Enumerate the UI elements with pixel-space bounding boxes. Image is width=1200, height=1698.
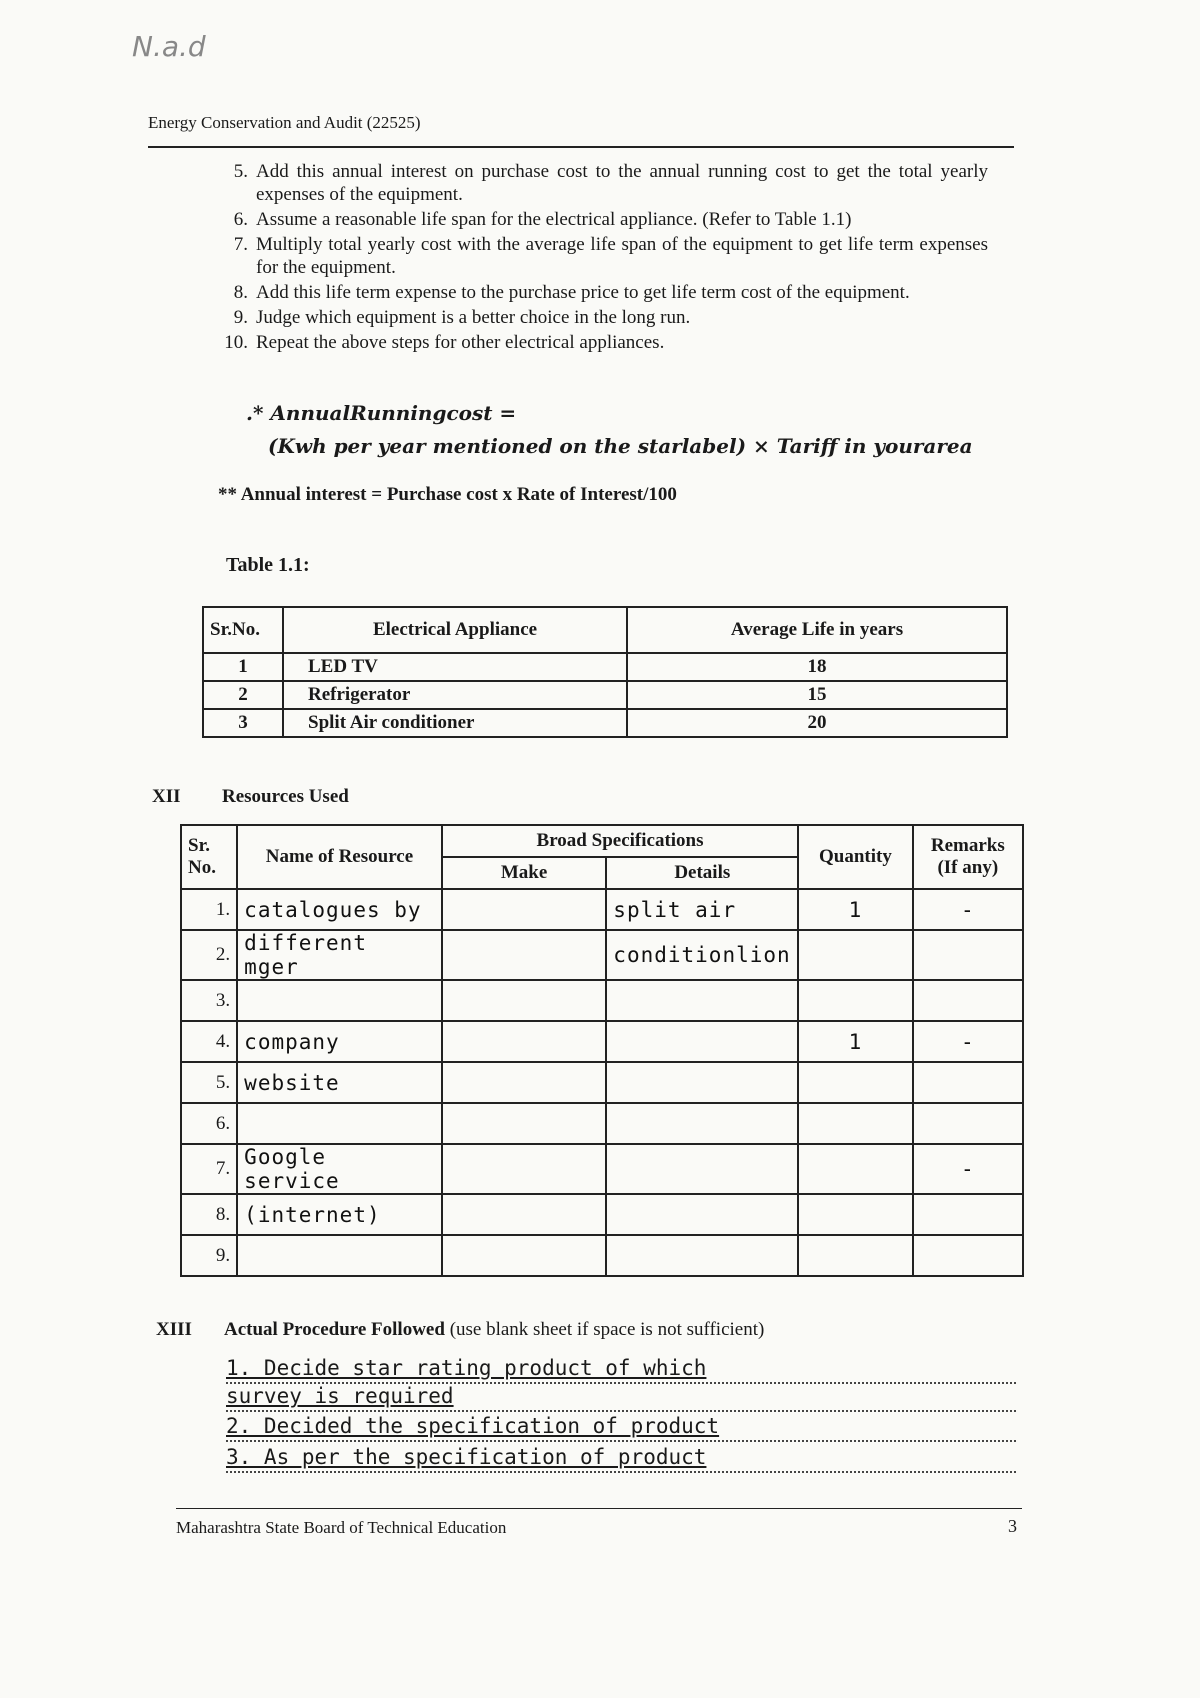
table-cell: 6. <box>181 1103 237 1144</box>
handwritten-cell: 1 <box>798 1021 912 1062</box>
handwritten-cell <box>606 1062 798 1103</box>
table-row <box>181 889 1023 930</box>
interest-note: ** Annual interest = Purchase cost x Rate of Interest/100 <box>218 484 677 505</box>
table-cell: 7. <box>181 1144 237 1194</box>
section-number: XIII <box>156 1319 192 1340</box>
table-row <box>181 1062 1023 1103</box>
table-cell: 5. <box>181 1062 237 1103</box>
formula-line-1: .* AnnualRunningcost = <box>246 401 517 425</box>
table-row <box>181 1021 1023 1062</box>
handwritten-cell: Google service <box>237 1144 442 1194</box>
table-header: Electrical Appliance <box>283 607 627 653</box>
step-number: 5. <box>233 161 248 182</box>
handwritten-cell: - <box>913 1021 1023 1062</box>
handwritten-cell <box>442 1062 607 1103</box>
handwritten-cell <box>237 980 442 1021</box>
table-cell: 2. <box>181 930 237 980</box>
header-rule <box>148 146 1014 148</box>
document-header: Energy Conservation and Audit (22525) <box>148 113 421 132</box>
handwritten-cell <box>606 1144 798 1194</box>
handwritten-cell <box>442 930 607 980</box>
table-caption: Table 1.1: <box>226 554 310 576</box>
handwritten-cell <box>913 980 1023 1021</box>
handwritten-cell <box>442 1103 607 1144</box>
table-row <box>181 1235 1023 1276</box>
formula-line-2: (Kwh per year mentioned on the starlabel) × Tariff in yourarea <box>268 434 973 458</box>
procedure-step <box>208 306 988 329</box>
handwritten-cell <box>442 980 607 1021</box>
table-header: Remarks (If any) <box>913 825 1023 889</box>
table-header: Make <box>442 857 607 889</box>
handwritten-cell: conditionlion <box>606 930 798 980</box>
handwritten-cell <box>442 1021 607 1062</box>
table-row <box>181 1194 1023 1235</box>
procedure-step <box>208 233 988 279</box>
table-cell: 8. <box>181 1194 237 1235</box>
table-cell: 18 <box>627 653 1007 681</box>
handwritten-cell <box>237 1103 442 1144</box>
step-text: Multiply total yearly cost with the average life span of the equipment to get life term expenses for the equipment. <box>256 234 988 278</box>
table-row <box>203 709 1007 737</box>
handwritten-cell: catalogues by <box>237 889 442 930</box>
table-header: Broad Specifications <box>442 825 798 857</box>
procedure-line: 3. As per the specification of product <box>226 1443 1016 1473</box>
table-cell: Split Air conditioner <box>283 709 627 737</box>
section-heading <box>224 1319 764 1341</box>
procedure-line: 1. Decide star rating product of which <box>226 1354 1016 1384</box>
page-number: 3 <box>1008 1516 1017 1536</box>
handwritten-cell <box>237 1235 442 1276</box>
step-text: Add this life term expense to the purchase price to get life term cost of the equipment. <box>256 282 910 303</box>
handwritten-cell <box>798 1062 912 1103</box>
table-cell: 4. <box>181 1021 237 1062</box>
footer-rule <box>176 1508 1022 1509</box>
handwritten-cell <box>913 1062 1023 1103</box>
step-number: 9. <box>233 307 248 328</box>
handwritten-cell <box>442 1194 607 1235</box>
step-number: 8. <box>233 282 248 303</box>
procedure-step <box>208 331 988 354</box>
table-cell: 15 <box>627 681 1007 709</box>
table-cell: 1 <box>203 653 283 681</box>
procedure-step <box>208 281 988 304</box>
step-number: 7. <box>233 234 248 255</box>
handwritten-cell: - <box>913 889 1023 930</box>
handwritten-cell <box>913 1235 1023 1276</box>
step-number: 10. <box>224 332 248 353</box>
table-cell: 1. <box>181 889 237 930</box>
table-row <box>203 653 1007 681</box>
table-header: Details <box>606 857 798 889</box>
handwritten-cell <box>913 1103 1023 1144</box>
section-title: Actual Procedure Followed <box>224 1319 445 1340</box>
procedure-step <box>208 160 988 206</box>
table-row <box>181 930 1023 980</box>
step-text: Repeat the above steps for other electrical appliances. <box>256 332 665 353</box>
table-header: Name of Resource <box>237 825 442 889</box>
handwritten-cell <box>913 1194 1023 1235</box>
handwritten-cell: (internet) <box>237 1194 442 1235</box>
appliance-life-table <box>202 606 1008 738</box>
handwritten-cell <box>798 1144 912 1194</box>
table-cell: 20 <box>627 709 1007 737</box>
table-cell: 3 <box>203 709 283 737</box>
handwritten-cell <box>606 1021 798 1062</box>
table-cell: Refrigerator <box>283 681 627 709</box>
handwritten-cell <box>442 889 607 930</box>
table-header: Sr. No. <box>181 825 237 889</box>
footer-text: Maharashtra State Board of Technical Education <box>176 1518 507 1537</box>
table-header: Quantity <box>798 825 912 889</box>
section-number: XII <box>152 786 181 807</box>
table-cell: 2 <box>203 681 283 709</box>
handwritten-cell <box>798 1194 912 1235</box>
handwritten-cell: website <box>237 1062 442 1103</box>
table-cell: LED TV <box>283 653 627 681</box>
handwritten-cell: different mger <box>237 930 442 980</box>
handwritten-cell: 1 <box>798 889 912 930</box>
table-row <box>181 1144 1023 1194</box>
handwritten-cell <box>606 1103 798 1144</box>
procedure-line: survey is required <box>226 1382 1016 1412</box>
handwritten-cell <box>606 980 798 1021</box>
handwritten-cell <box>913 930 1023 980</box>
handwritten-cell <box>798 1103 912 1144</box>
handwritten-cell: split air <box>606 889 798 930</box>
handwritten-cell <box>798 1235 912 1276</box>
step-text: Add this annual interest on purchase cost to the annual running cost to get the total yearly expenses of the equipment. <box>256 161 988 205</box>
handwritten-cell <box>798 980 912 1021</box>
table-header: Sr.No. <box>203 607 283 653</box>
handwritten-cell: - <box>913 1144 1023 1194</box>
table-cell: 3. <box>181 980 237 1021</box>
procedure-line: 2. Decided the specification of product <box>226 1412 1016 1442</box>
handwritten-cell <box>798 930 912 980</box>
handwritten-signature: N.a.d <box>132 30 206 63</box>
handwritten-cell <box>606 1235 798 1276</box>
table-row <box>181 980 1023 1021</box>
table-cell: 9. <box>181 1235 237 1276</box>
handwritten-cell <box>442 1235 607 1276</box>
step-number: 6. <box>233 209 248 230</box>
handwritten-cell <box>442 1144 607 1194</box>
procedure-steps <box>208 160 988 356</box>
section-note: (use blank sheet if space is not sufficient) <box>449 1319 765 1340</box>
table-row <box>203 681 1007 709</box>
handwritten-cell: company <box>237 1021 442 1062</box>
handwritten-cell <box>606 1194 798 1235</box>
table-header: Average Life in years <box>627 607 1007 653</box>
section-title: Resources Used <box>222 786 349 807</box>
step-text: Judge which equipment is a better choice in the long run. <box>256 307 691 328</box>
step-text: Assume a reasonable life span for the electrical appliance. (Refer to Table 1.1) <box>256 209 852 230</box>
table-row <box>181 1103 1023 1144</box>
resources-table <box>180 824 1024 1277</box>
procedure-step <box>208 208 988 231</box>
